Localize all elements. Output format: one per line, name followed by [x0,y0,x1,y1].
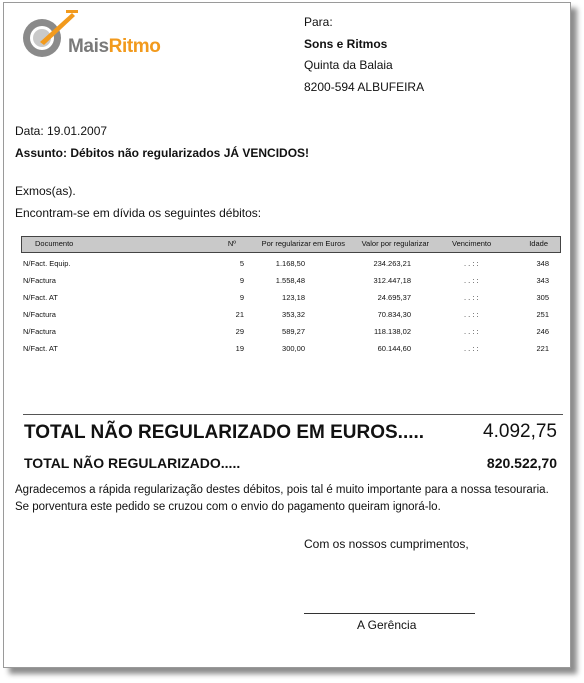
header-idade: Idade [529,239,548,248]
cell-idade: 246 [536,327,549,336]
total-value: 820.522,70 [486,455,557,471]
table-row [21,325,561,342]
regards-text: Com os nossos cumprimentos, [304,537,469,551]
cell-documento: N/Factura [23,276,56,285]
cell-numero: 21 [235,310,244,319]
subject-line: Assunto: Débitos não regularizados JÁ VENCIDOS! [15,146,310,160]
table-header [21,236,561,253]
cell-vencimento: . . : : [464,276,479,285]
table-row [21,257,561,274]
total-euros-label: TOTAL NÃO REGULARIZADO EM EUROS..... [24,422,425,443]
cell-por-regularizar: 589,27 [282,327,305,336]
logo-text [68,36,160,58]
cell-idade: 251 [536,310,549,319]
totals-divider [23,414,563,415]
signature-label: A Gerência [357,618,417,632]
cell-numero: 9 [239,293,244,302]
cell-documento: N/Fact. AT [23,293,58,302]
header-numero: Nº [227,239,236,248]
cell-numero: 19 [235,344,244,353]
cell-por-regularizar: 300,00 [282,344,305,353]
total-euros-value: 4.092,75 [483,421,557,442]
date-line: Data: 19.01.2007 [15,124,108,138]
cell-numero: 29 [235,327,244,336]
logo-text-mais: Mais [68,36,109,57]
cell-vencimento: . . : : [464,293,479,302]
cell-valor-regularizar: 24.695,37 [377,293,411,302]
header-valor-regularizar: Valor por regularizar [361,239,429,248]
cell-idade: 343 [536,276,549,285]
debts-table [21,236,561,359]
cell-por-regularizar: 353,32 [282,310,305,319]
recipient-block [304,12,424,98]
cell-documento: N/Fact. AT [23,344,58,353]
table-row [21,308,561,325]
cell-idade: 221 [536,344,549,353]
letter-page [3,2,571,668]
cell-idade: 305 [536,293,549,302]
recipient-address-line1: Quinta da Balaia [304,58,393,72]
cell-valor-regularizar: 234.263,21 [373,259,411,268]
intro-text: Encontram-se em dívida os seguintes débitos: [15,206,262,220]
cell-vencimento: . . : : [464,327,479,336]
recipient-label: Para: [304,15,333,29]
total-label: TOTAL NÃO REGULARIZADO..... [24,455,241,471]
company-logo [20,9,170,61]
cell-valor-regularizar: 118.138,02 [374,327,411,336]
cell-valor-regularizar: 312.447,18 [373,276,411,285]
greeting: Exmos(as). [15,184,76,198]
cell-idade: 348 [536,259,549,268]
logo-text-ritmo: Ritmo [108,36,161,57]
cell-valor-regularizar: 70.834,30 [377,310,411,319]
header-documento: Documento [35,239,74,248]
closing-paragraph-1: Agradecemos a rápida regularização destes débitos, pois tal é muito importante para a nossa tesouraria. [15,484,549,496]
cell-vencimento: . . : : [464,310,479,319]
cell-documento: N/Factura [23,327,56,336]
header-vencimento: Vencimento [452,239,492,248]
table-row [21,342,561,359]
cell-documento: N/Fact. Equip. [23,259,71,268]
signature-line [304,613,475,614]
cell-numero: 5 [239,259,244,268]
cell-por-regularizar: 123,18 [282,293,305,302]
recipient-name: Sons e Ritmos [304,36,388,51]
cell-vencimento: . . : : [464,259,479,268]
header-por-regularizar: Por regularizar em Euros [261,239,345,248]
table-row [21,291,561,308]
cell-valor-regularizar: 60.144,60 [377,344,411,353]
cell-por-regularizar: 1.558,48 [275,276,305,285]
cell-vencimento: . . : : [464,344,479,353]
recipient-address-line2: 8200-594 ALBUFEIRA [304,79,425,94]
closing-paragraph-2: Se porventura este pedido se cruzou com o envio do pagamento queiram ignorá-lo. [15,501,441,513]
cell-por-regularizar: 1.168,50 [275,259,305,268]
table-row [21,274,561,291]
cell-numero: 9 [239,276,244,285]
cell-documento: N/Factura [23,310,56,319]
